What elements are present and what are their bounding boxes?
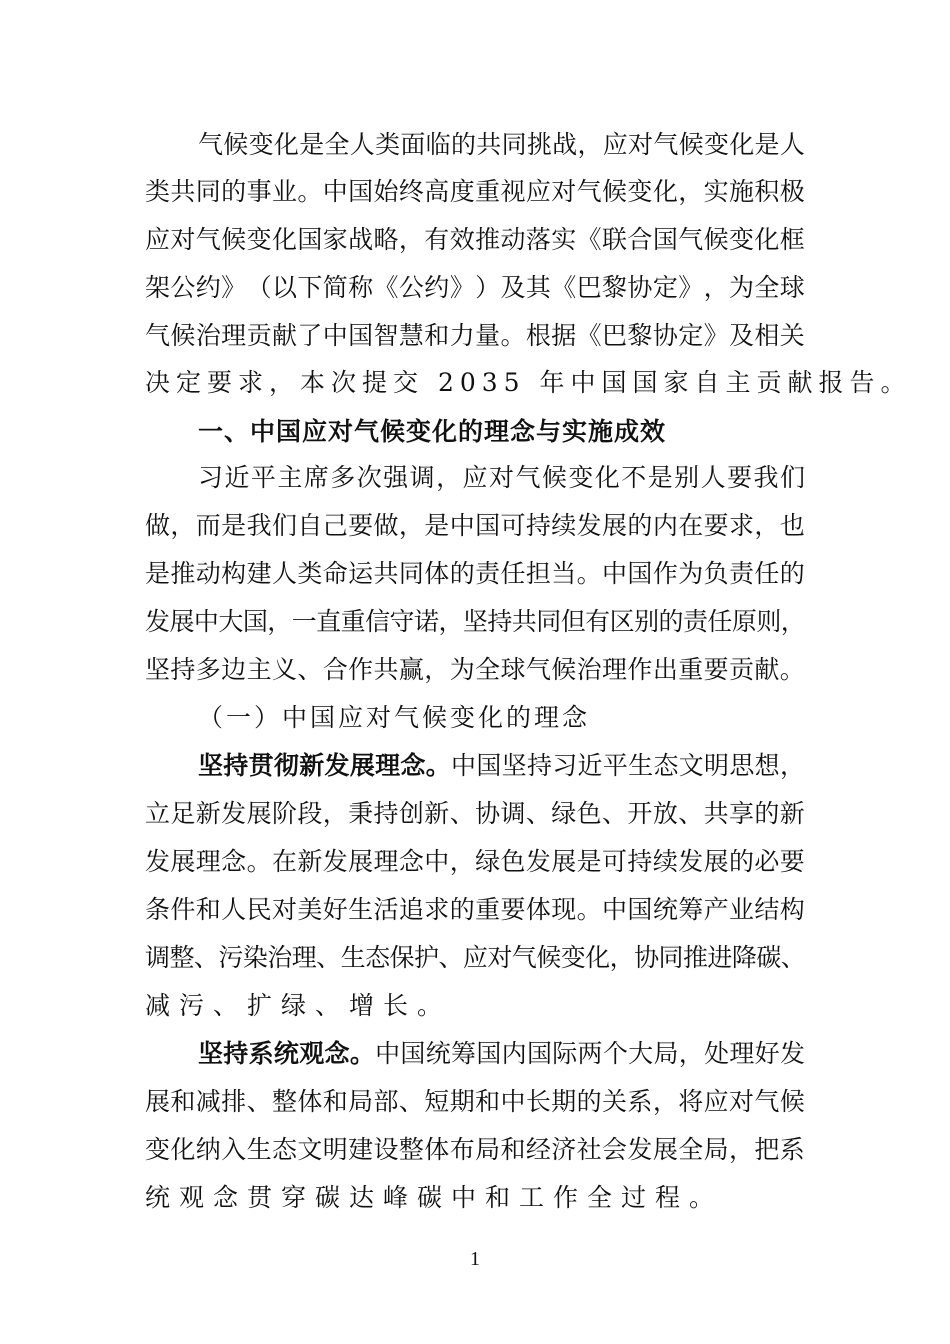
paragraph-4-line-1-rest: 中国统筹国内国际两个大局，处理好发 [375,1039,805,1068]
paragraph-4-lead: 坚持系统观念。 [198,1039,376,1068]
paragraph-1-line-2: 类 共 同 的 事 业 。 中 国 始 终 高 度 重 视 应 对 气 候 变 化 ， 实 施 积 极 [145,177,805,206]
paragraph-3-lead: 坚持贯彻新发展理念。 [198,751,452,780]
paragraph-3-line-2: 立 足 新 发 展 阶 段 ， 秉 持 创 新 、 协 调 、 绿 色 、 开 放 、 共 享 的 新 [145,799,805,828]
paragraph-1-line-3: 应 对 气 候 变 化 国 家 战 略 ， 有 效 推 动 落 实 《 联 合 国 气 候 变 化 框 [145,225,805,254]
section-heading: 一、中国应对气候变化的理念与实施成效 [198,417,667,446]
paragraph-1-line-6: 决定要求，本次提交 2035 年中国国家自主贡献报告。 [145,368,912,397]
paragraph-1-line-5: 气 候 治 理 贡 献 了 中 国 智 慧 和 力 量 。 根 据 《 巴 黎 协 定 》 及 相 关 [145,321,805,350]
paragraph-1-line-1: 气 候 变 化 是 全 人 类 面 临 的 共 同 挑 战 ， 应 对 气 候 变 化 是 人 [198,130,805,159]
paragraph-1-line-4: 架 公 约 》 （ 以 下 简 称 《 公 约 》 ） 及 其 《 巴 黎 协 定 》 ， 为 全 球 [145,273,805,302]
page-number: 1 [470,1248,480,1270]
paragraph-4-line-2: 展 和 减 排 、 整 体 和 局 部 、 短 期 和 中 长 期 的 关 系 ， 将 应 对 气 候 [145,1087,805,1116]
paragraph-2-line-2: 做 ， 而 是 我 们 自 己 要 做 ， 是 中 国 可 持 续 发 展 的 内 在 要 求 ， 也 [145,511,805,540]
paragraph-3-line-6: 减污、扩绿、增长。 [145,991,452,1020]
paragraph-3-line-1 [198,748,805,784]
paragraph-4-line-1 [198,1036,805,1072]
paragraph-2-line-5: 坚 持 多 边 主 义 、 合 作 共 赢 ， 为 全 球 气 候 治 理 作 出 重 要 贡 献 。 [145,655,805,684]
subsection-heading: （一）中国应对气候变化的理念 [198,703,591,732]
paragraph-3-line-4: 条 件 和 人 民 对 美 好 生 活 追 求 的 重 要 体 现 。 中 国 统 筹 产 业 结 构 [145,895,805,924]
paragraph-4-line-4: 统观念贯穿碳达峰碳中和工作全过程。 [145,1183,724,1212]
paragraph-2-line-1: 习 近 平 主 席 多 次 强 调 ， 应 对 气 候 变 化 不 是 别 人 要 我 们 [198,463,805,492]
paragraph-3-line-1-rest: 中国坚持习近平生态文明思想， [451,751,805,780]
paragraph-2-line-4: 发 展 中 大 国 ， 一 直 重 信 守 诺 ， 坚 持 共 同 但 有 区 别 的 责 任 原 则 ， [145,607,805,636]
paragraph-4-line-3: 变 化 纳 入 生 态 文 明 建 设 整 体 布 局 和 经 济 社 会 发 展 全 局 ， 把 系 [145,1135,805,1164]
paragraph-3-line-3: 发 展 理 念 。 在 新 发 展 理 念 中 ， 绿 色 发 展 是 可 持 续 发 展 的 必 要 [145,847,805,876]
paragraph-2-line-3: 是 推 动 构 建 人 类 命 运 共 同 体 的 责 任 担 当 。 中 国 作 为 负 责 任 的 [145,559,805,588]
paragraph-3-line-5: 调 整 、 污 染 治 理 、 生 态 保 护 、 应 对 气 候 变 化 ， 协 同 推 进 降 碳 、 [145,943,805,972]
